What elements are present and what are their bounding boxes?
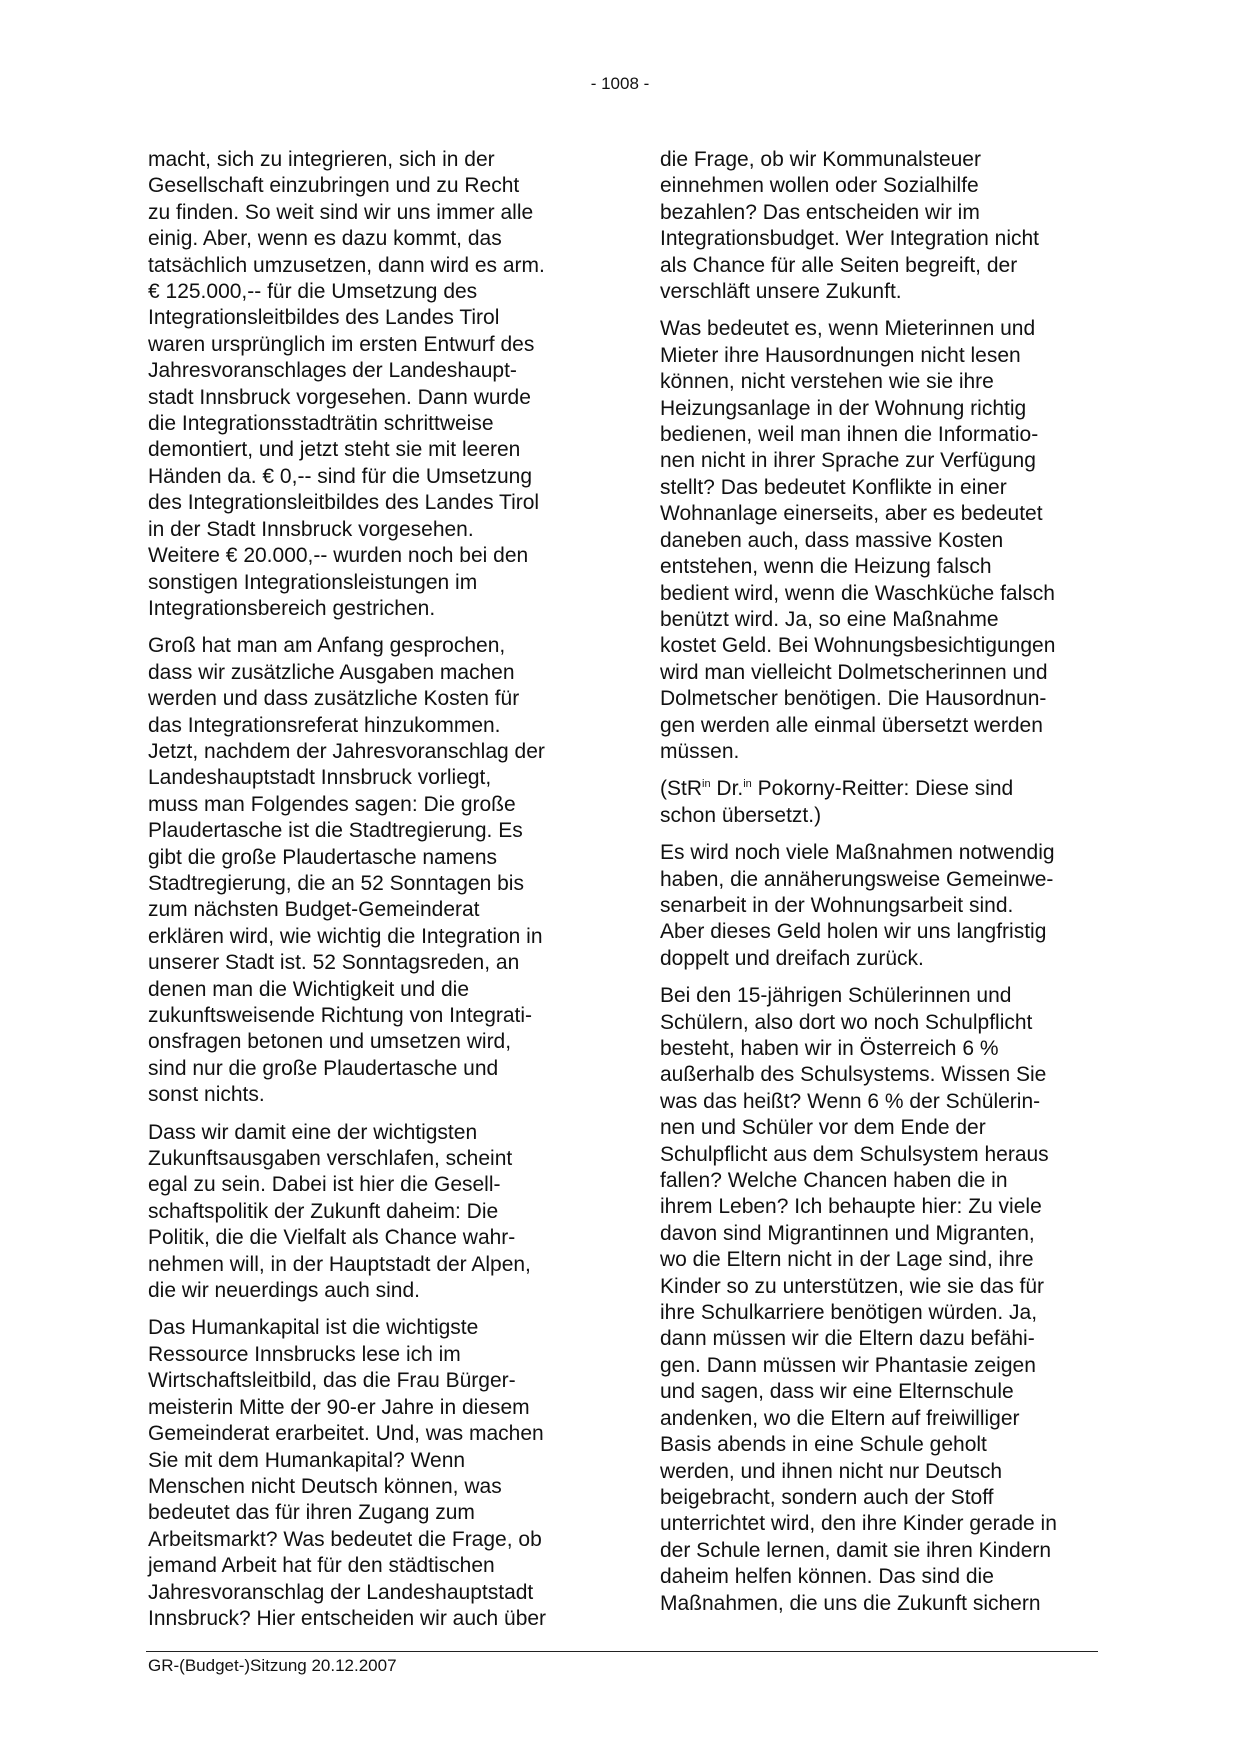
text-line: das Integrationsreferat hinzukommen. (148, 713, 501, 737)
text-line: demontiert, und jetzt steht sie mit leeren (148, 438, 521, 462)
text-line: werden, und ihnen nicht nur Deutsch (660, 1459, 1003, 1483)
text-line: besteht, haben wir in Österreich 6 % (660, 1037, 999, 1060)
interjection (660, 776, 1100, 829)
text-line: Wirtschaftsleitbild, das die Frau Bürger- (148, 1369, 516, 1393)
text-line: Basis abends in eine Schule geholt (660, 1433, 987, 1457)
text-line: nehmen will, in der Hauptstadt der Alpen, (148, 1252, 531, 1276)
text-line: benützt wird. Ja, so eine Maßnahme (660, 607, 999, 631)
text-line: unserer Stadt ist. 52 Sonntagsreden, an (148, 951, 520, 975)
text-line: davon sind Migrantinnen und Migranten, (660, 1221, 1035, 1245)
superscript: in (702, 778, 711, 791)
text-line: Das Humankapital ist die wichtigste (148, 1316, 479, 1340)
text-line: tatsächlich umzusetzen, dann wird es arm. (148, 253, 545, 277)
text-line: Aber dieses Geld holen wir uns langfristig (660, 920, 1047, 944)
text-line: Dass wir damit eine der wichtigsten (148, 1120, 478, 1144)
text-line: Plaudertasche ist die Stadtregierung. Es (148, 819, 523, 843)
text-line: ihrem Leben? Ich behaupte hier: Zu viele (660, 1195, 1042, 1219)
text-line: daneben auch, dass massive Kosten (660, 528, 1004, 552)
text-line: Händen da. € 0,-- sind für die Umsetzung (148, 464, 533, 488)
text-line: bedient wird, wenn die Waschküche falsch (660, 581, 1055, 605)
text-line: schaftspolitik der Zukunft daheim: Die (148, 1199, 499, 1223)
text-line: was das heißt? Wenn 6 % der Schülerin- (660, 1089, 1041, 1113)
text-line: sonst nichts. (148, 1083, 265, 1107)
text-line: Integrationsbereich gestrichen. (148, 596, 436, 620)
text-line: Gesellschaft einzubringen und zu Recht (148, 174, 520, 198)
text-line: bedienen, weil man ihnen die Informatio- (660, 423, 1039, 447)
interjection-line (660, 776, 1100, 802)
text-line: stadt Innsbruck vorgesehen. Dann wurde (148, 385, 531, 409)
text-line: Jahresvoranschlag der Landeshauptstadt (148, 1580, 534, 1604)
text-line: Bei den 15-jährigen Schülerinnen und (660, 984, 1012, 1008)
text-line: doppelt und dreifach zurück. (660, 946, 924, 970)
text-line: Mieter ihre Hausordnungen nicht lesen (660, 343, 1021, 367)
text-line: erklären wird, wie wichtig die Integration in (148, 924, 543, 948)
text-line: entstehen, wenn die Heizung falsch (660, 555, 992, 579)
text-line: die Integrationsstadträtin schrittweise (148, 412, 494, 436)
text-line: dass wir zusätzliche Ausgaben machen (148, 660, 515, 684)
text-line: Maßnahmen, die uns die Zukunft sichern (660, 1591, 1041, 1615)
text-line: müssen. (660, 739, 740, 763)
text-line: Schulpflicht aus dem Schulsystem heraus (660, 1142, 1049, 1166)
text-line: kostet Geld. Bei Wohnungsbesichtigungen (660, 634, 1056, 658)
text-line: können, nicht verstehen wie sie ihre (660, 370, 994, 394)
left-column (148, 147, 588, 1643)
text-line: macht, sich zu integrieren, sich in der (148, 148, 495, 171)
text-line: wo die Eltern nicht in der Lage sind, ihre (660, 1248, 1034, 1272)
text-line: zukunftsweisende Richtung von Integrati- (148, 1004, 533, 1027)
text-line: wird man vielleicht Dolmetscherinnen und (660, 660, 1048, 684)
text-line: Kinder so zu unterstützen, wie sie das für (660, 1274, 1045, 1298)
text-line: unterrichtet wird, den ihre Kinder gerade in (660, 1512, 1057, 1536)
text-line: gen. Dann müssen wir Phantasie zeigen (660, 1353, 1036, 1377)
text-line: Schülern, also dort wo noch Schulpflicht (660, 1010, 1033, 1034)
text-line: Jetzt, nachdem der Jahresvoranschlag der (148, 739, 545, 763)
interjection-line: schon übersetzt.) (660, 803, 822, 827)
text-line: Was bedeutet es, wenn Mieterinnen und (660, 317, 1036, 341)
text-line: andenken, wo die Eltern auf freiwilliger (660, 1406, 1020, 1430)
text-line: Groß hat man am Anfang gesprochen, (148, 634, 506, 658)
text-line: onsfragen betonen und umsetzen wird, (148, 1030, 512, 1054)
interjection-title: Dr. (710, 777, 744, 801)
text-line: Heizungsanlage in der Wohnung richtig (660, 396, 1027, 420)
paragraph (660, 840, 1100, 972)
text-line: einnehmen wollen oder Sozialhilfe (660, 174, 979, 198)
interjection-text: Pokorny-Reitter: Diese sind (751, 777, 1014, 801)
text-line: in der Stadt Innsbruck vorgesehen. (148, 517, 474, 541)
text-line: die Frage, ob wir Kommunalsteuer (660, 148, 981, 171)
text-line: Landeshauptstadt Innsbruck vorliegt, (148, 766, 492, 790)
text-line: beigebracht, sondern auch der Stoff (660, 1485, 994, 1509)
paragraph (660, 316, 1100, 765)
paragraph (148, 633, 588, 1108)
text-line: Stadtregierung, die an 52 Sonntagen bis (148, 871, 524, 895)
text-line: Innsbruck? Hier entscheiden wir auch über (148, 1606, 547, 1630)
text-line: Weitere € 20.000,-- wurden noch bei den (148, 544, 529, 568)
text-line: waren ursprünglich im ersten Entwurf des (148, 332, 535, 356)
footer-session: GR-(Budget-)Sitzung 20.12.2007 (148, 1656, 397, 1675)
text-line: Dolmetscher benötigen. Die Hausordnun- (660, 687, 1047, 711)
text-line: die wir neuerdings auch sind. (148, 1279, 420, 1303)
text-line: Ressource Innsbrucks lese ich im (148, 1342, 461, 1366)
text-line: Es wird noch viele Maßnahmen notwendig (660, 841, 1055, 865)
superscript: in (743, 778, 752, 791)
text-line: sind nur die große Plaudertasche und (148, 1056, 499, 1080)
text-line: verschläft unsere Zukunft. (660, 280, 902, 304)
text-line: Wohnanlage einerseits, aber es bedeutet (660, 502, 1043, 526)
text-line: Zukunftsausgaben verschlafen, scheint (148, 1147, 513, 1171)
text-line: fallen? Welche Chancen haben die in (660, 1169, 1008, 1193)
right-column (660, 147, 1100, 1628)
page-number: - 1008 - (590, 74, 650, 93)
text-line: Arbeitsmarkt? Was bedeutet die Frage, ob (148, 1527, 542, 1551)
footer-rule (146, 1651, 1098, 1652)
text-line: zum nächsten Budget-Gemeinderat (148, 898, 480, 922)
text-line: der Schule lernen, damit sie ihren Kindern (660, 1538, 1052, 1562)
text-line: gibt die große Plaudertasche namens (148, 845, 498, 869)
text-line: Integrationsbudget. Wer Integration nicht (660, 227, 1040, 251)
text-line: bezahlen? Das entscheiden wir im (660, 200, 980, 224)
text-line: dann müssen wir die Eltern dazu befähi- (660, 1327, 1035, 1351)
text-line: denen man die Wichtigkeit und die (148, 977, 470, 1001)
interjection-open: (StR (660, 777, 702, 801)
text-line: außerhalb des Schulsystems. Wissen Sie (660, 1063, 1047, 1087)
text-line: des Integrationsleitbildes des Landes Tirol (148, 491, 540, 515)
paragraph (660, 147, 1100, 305)
text-line: Integrationsleitbildes des Landes Tirol (148, 306, 500, 330)
text-line: nen und Schüler vor dem Ende der (660, 1116, 986, 1140)
paragraph (660, 983, 1100, 1617)
text-line: Sie mit dem Humankapital? Wenn (148, 1448, 466, 1472)
text-line: haben, die annäherungsweise Gemeinwe- (660, 867, 1054, 891)
text-line: ihre Schulkarriere benötigen würden. Ja, (660, 1301, 1038, 1325)
text-line: Jahresvoranschlages der Landeshaupt- (148, 359, 517, 383)
text-line: und sagen, dass wir eine Elternschule (660, 1380, 1014, 1404)
text-line: meisterin Mitte der 90-er Jahre in diesem (148, 1395, 530, 1419)
paragraph (148, 147, 588, 622)
text-line: als Chance für alle Seiten begreift, der (660, 253, 1018, 277)
text-line: gen werden alle einmal übersetzt werden (660, 713, 1043, 737)
paragraph (148, 1315, 588, 1632)
text-line: zu finden. So weit sind wir uns immer alle (148, 200, 534, 224)
text-line: egal zu sein. Dabei ist hier die Gesell- (148, 1173, 501, 1197)
text-line: werden und dass zusätzliche Kosten für (148, 687, 520, 711)
text-line: jemand Arbeit hat für den städtischen (148, 1554, 495, 1578)
text-line: € 125.000,-- für die Umsetzung des (148, 280, 478, 304)
text-line: nen nicht in ihrer Sprache zur Verfügung (660, 449, 1036, 473)
paragraph (148, 1120, 588, 1305)
text-line: daheim helfen können. Das sind die (660, 1565, 994, 1589)
text-line: einig. Aber, wenn es dazu kommt, das (148, 227, 502, 251)
text-line: sonstigen Integrationsleistungen im (148, 570, 478, 594)
text-line: Menschen nicht Deutsch können, was (148, 1474, 502, 1498)
text-line: bedeutet das für ihren Zugang zum (148, 1501, 475, 1525)
text-line: Politik, die die Vielfalt als Chance wahr- (148, 1226, 516, 1250)
text-line: stellt? Das bedeutet Konflikte in einer (660, 475, 1007, 499)
text-line: senarbeit in der Wohnungsarbeit sind. (660, 893, 1014, 917)
text-line: muss man Folgendes sagen: Die große (148, 792, 516, 816)
text-line: Gemeinderat erarbeitet. Und, was machen (148, 1422, 544, 1446)
